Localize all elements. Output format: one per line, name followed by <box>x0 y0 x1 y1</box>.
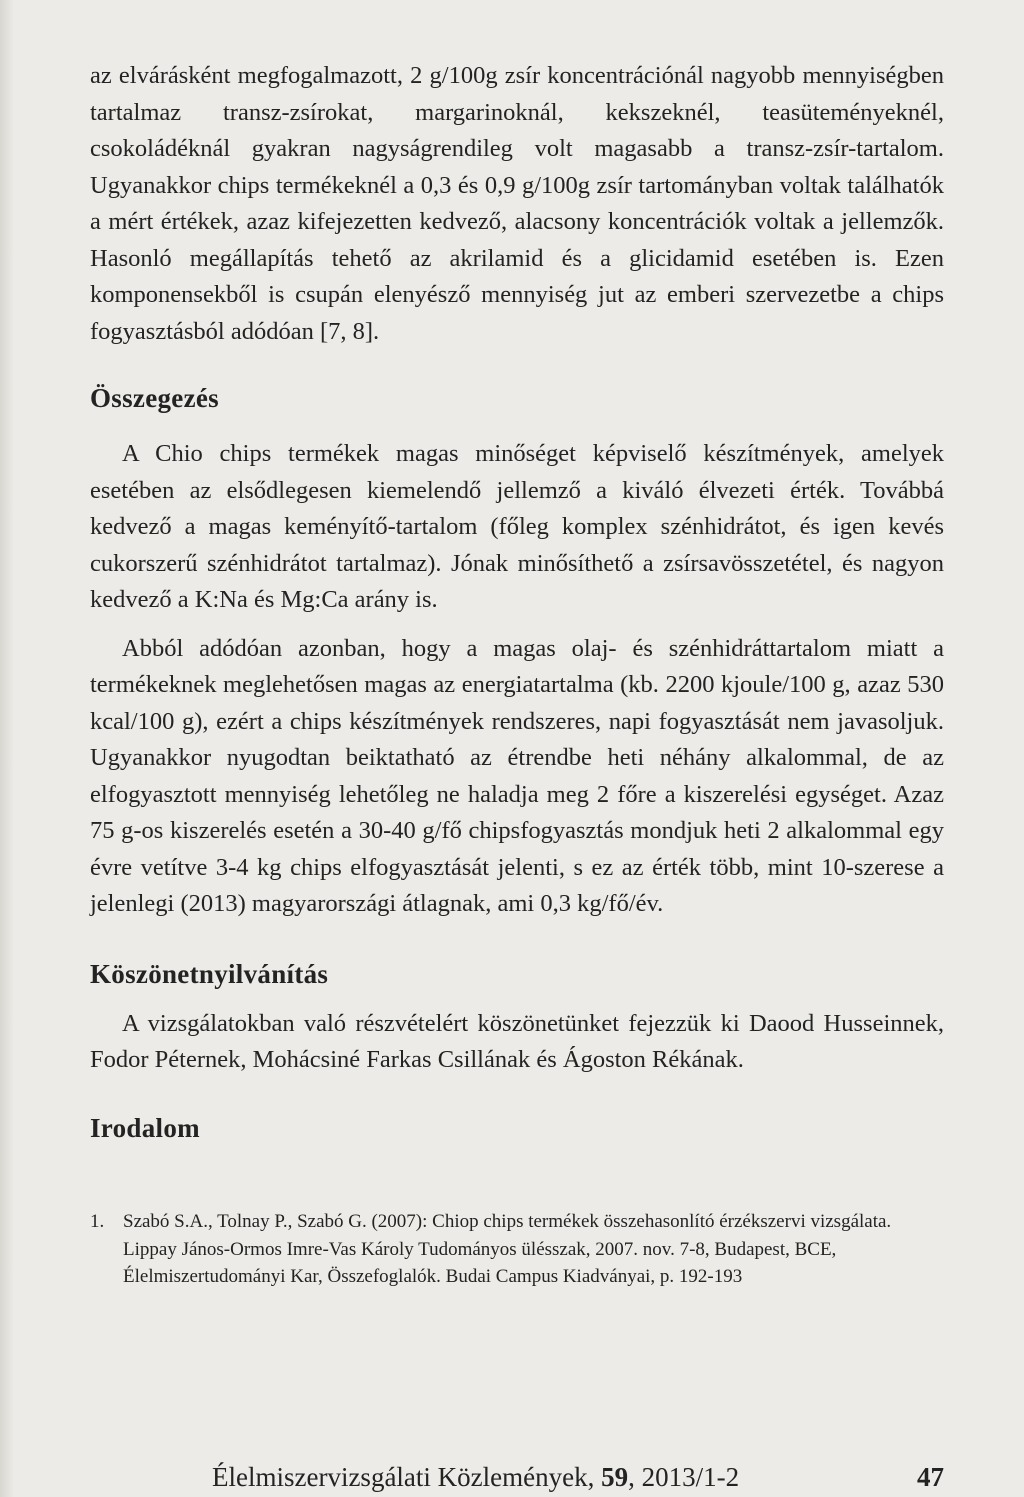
acknowledgement-paragraph: A vizsgálatokban való részvételért köszönetünket fejezzük ki Daood Husseinnek, Fodor Péternek, Mohácsiné Farkas Csillának és Ágoston Rékának. <box>90 1009 944 1073</box>
references-heading: Irodalom <box>90 1112 200 1143</box>
summary-paragraph-2: Abból adódóan azonban, hogy a magas olaj- és szénhidráttartalom miatt a termékeknek meglehetősen magas az energiatartalma (kb. 2200 kjoule/100 g, azaz 530 kcal/100 g), ezért a chips készítmények rendszeres, napi fogyasztását nem javasoljuk. Ugyanakkor nyugodtan beiktatható az étrendbe heti néhány alkalommal, de az elfogyasztott mennyiség lehetőleg ne haladja meg 2 főre a kiszerelési egységet. Azaz 75 g-os kiszerelés esetén a 30-40 g/fő chipsfogyasztás mondjuk heti 2 alkalommal egy évre vetítve 3-4 kg chips elfogyasztását jelenti, s ez az érték több, mint 10-szerese a jelenlegi (2013) magyarországi átlagnak, ami 0,3 kg/fő/év. <box>90 634 944 917</box>
summary-heading: Összegezés <box>90 383 219 413</box>
reference-number: 1. <box>90 1211 105 1232</box>
body-paragraph-1: az elvárásként megfogalmazott, 2 g/100g zsír koncentrációnál nagyobb mennyiségben tartalmaz transz-zsírokat, margarinoknál, kekszeknél, teasüteményeknél, csokoládéknál gyakran nagyságrendileg volt magasabb a transz-zsír-tartalom. Ugyanakkor chips termékeknél a 0,3 és 0,9 g/100g zsír tartományban voltak találhatók a mért értékek, azaz kifejezetten kedvező, alacsony koncentrációk voltak a jellemzők. Hasonló megállapítás tehető az akrilamid és a glicidamid esetében is. Ezen komponensekből is csupán elenyésző mennyiség jut az emberi szervezetbe a chips fogyasztásból adódóan [7, 8]. <box>90 62 944 345</box>
main-content <box>90 58 944 1144</box>
journal-citation <box>212 1462 739 1493</box>
summary-paragraph-1: A Chio chips termékek magas minőséget képviselő készítmények, amelyek esetében az elsődlegesen kiemelendő jellemző a kiváló élvezeti érték. Továbbá kedvező a magas keményítő-tartalom (főleg komplex szénhidrátot, és igen kevés cukorszerű szénhidrátot tartalmaz). Jónak minősíthető a zsírsavösszetétel, és nagyon kedvező a K:Na és Mg:Ca arány is. <box>90 440 944 613</box>
page-footer <box>212 1462 944 1493</box>
reference-item <box>90 1208 944 1291</box>
journal-name: Élelmiszervizsgálati Közlemények, <box>212 1462 602 1492</box>
acknowledgement-heading: Köszönetnyilvánítás <box>90 958 329 989</box>
page-number: 47 <box>917 1462 944 1492</box>
journal-issue: , 2013/1-2 <box>628 1462 740 1492</box>
reference-text: Szabó S.A., Tolnay P., Szabó G. (2007): Chiop chips termékek összehasonlító érzékszervi vizsgálata. Lippay János-Ormos Imre-Vas Károly Tudományos ülésszak, 2007. nov. 7-8, Budapest, BCE, Élelmiszertudományi Kar, Összefoglalók. Budai Campus Kiadványai, p. 192-193 <box>123 1211 892 1287</box>
page-spine-shadow <box>0 0 14 1497</box>
journal-volume: 59 <box>601 1462 629 1492</box>
reference-list <box>90 1208 944 1291</box>
